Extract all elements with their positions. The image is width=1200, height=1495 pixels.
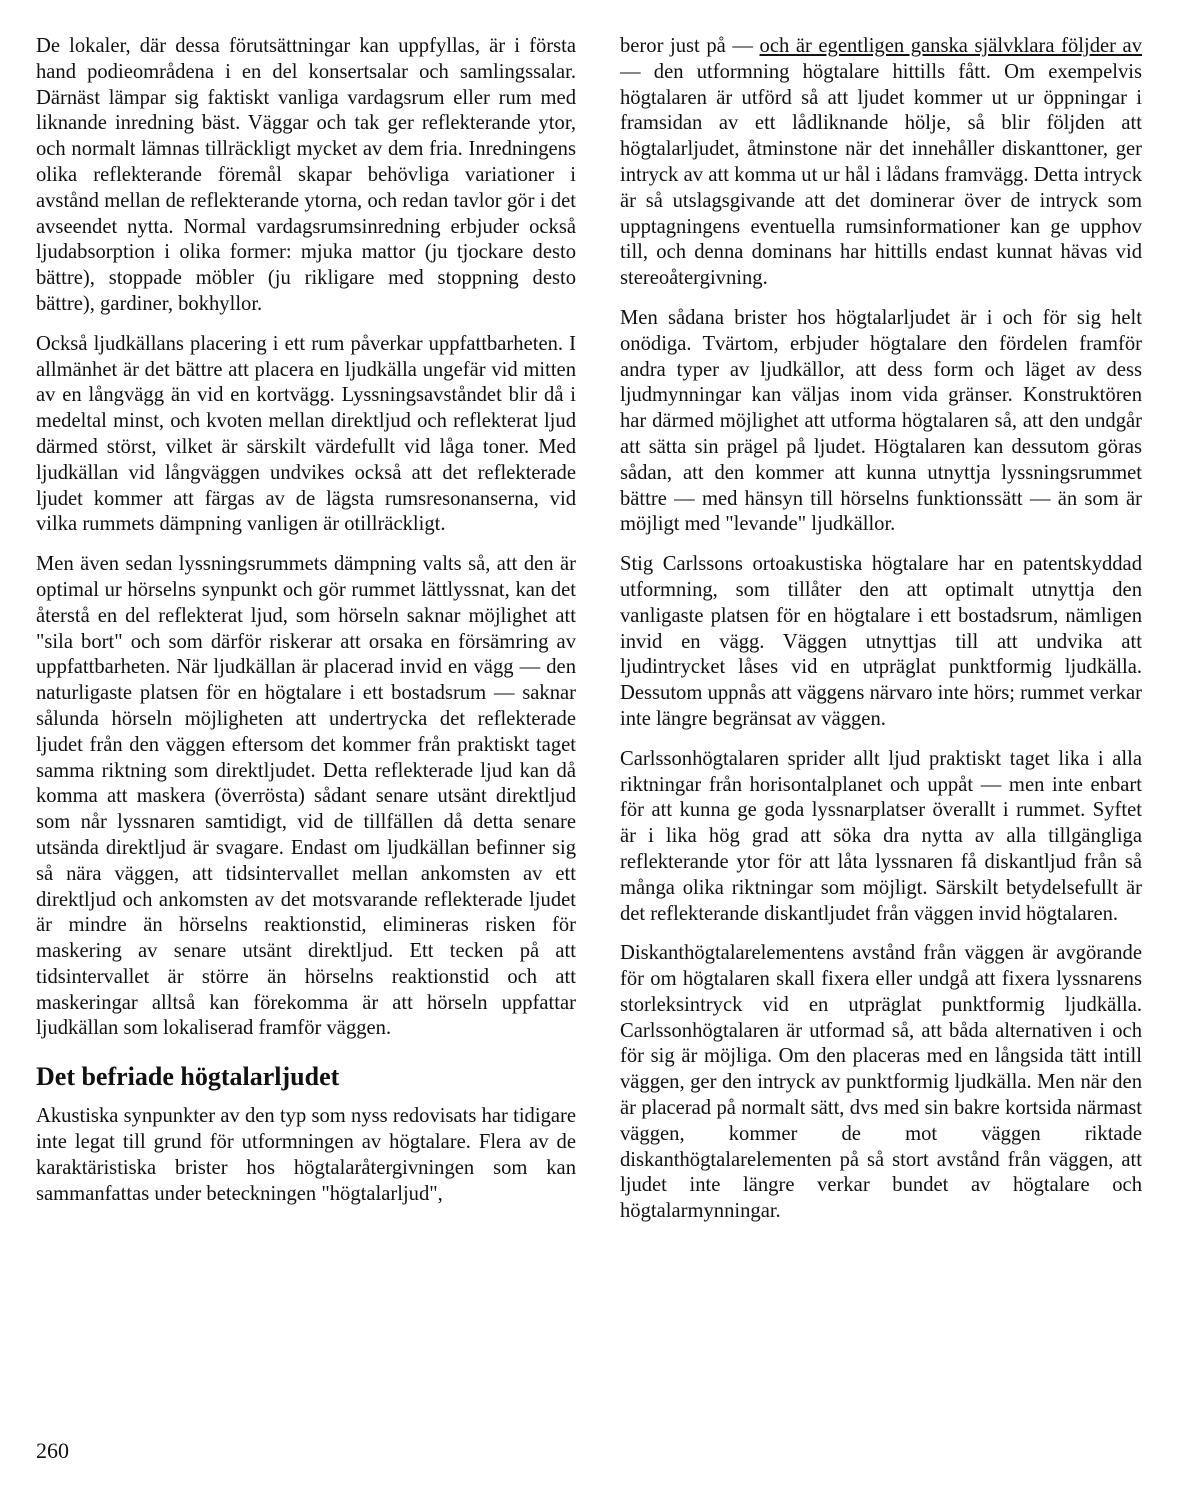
paragraph: Diskanthögtalarelementens avstånd från väggen är avgörande för om högtalaren skall fixera eller undgå att fixera lyssnarens storleksintryck vid en utpräglat punktformig ljudkälla. Carlssonhögtalaren är utformad så, att båda alternativen i och för sig är möjliga. Om den placeras med en långsida tätt intill väggen, ger den intryck av punktformig ljudkälla. Men när den är placerad på normalt sätt, dvs med sin bakre kortsida närmast väggen, kommer de mot väggen riktade diskanthögtalarelementen på så stort avstånd från väggen, att ljudet inte längre verkar bundet av högtalare och högtalarmynningar. [620, 942, 1142, 1223]
right-column [620, 34, 1142, 1239]
paragraph: Stig Carlssons ortoakustiska högtalare har en patentskyddad utformning, som tillåter den att optimalt utnyttja den vanligaste platsen för en högtalare i ett bostadsrum, nämligen invid en vägg. Väggen utnyttjas till att undvika att ljudintrycket låses vid en utpräglat punktformig ljudkälla. Dessutom uppnås att väggens närvaro inte hörs; rummet verkar inte längre begränsat av väggen. [620, 553, 1142, 730]
paragraph: De lokaler, där dessa förutsättningar kan uppfyllas, är i första hand podieområdena i en del konsertsalar och samlingssalar. Därnäst lämpar sig faktiskt vanliga vardagsrum eller rum med liknande inredning bäst. Väggar och tak ger reflekterande ytor, och normalt lämnas tillräckligt mycket av dem fria. Inredningens olika reflekterande föremål skapar behövliga variationer i avstånd mellan de reflekterande ytorna, och redan tavlor gör i det avseendet nytta. Normal vardagsrumsinredning erbjuder också ljudabsorption i olika former: mjuka mattor (ju tjockare desto bättre), stoppade möbler (ju rikligare med stoppning desto bättre), gardiner, bokhyllor. [36, 35, 576, 315]
paragraph: Men sådana brister hos högtalarljudet är i och för sig helt onödiga. Tvärtom, erbjuder högtalare den fördelen framför andra typer av ljudkällor, att dess form och läget av dess ljudmynningar kan väljas inom vida gränser. Konstruktören har därmed möjlighet att utforma högtalaren så, att den undgår att sätta sin prägel på ljudet. Högtalaren kan dessutom göras sådan, att den kommer att kunna utnyttja lyssningsrummet bättre — med hänsyn till hörselns funktionssätt — än som är möjligt med "levande" ljudkällor. [620, 306, 1142, 536]
left-column [36, 34, 576, 1221]
paragraph: Akustiska synpunkter av den typ som nyss redovisats har tidigare inte legat till grund för utformningen av högtalare. Flera av de karaktäristiska brister hos högtalaråtergivningen som kan sammanfattas under beteckningen "högtalarljud", [36, 1105, 576, 1205]
paragraph [620, 34, 1142, 292]
paragraph-text: beror just på — [620, 35, 760, 57]
paragraph: Också ljudkällans placering i ett rum påverkar uppfattbarheten. I allmänhet är det bättre att placera en ljudkälla ungefär vid mitten av en långvägg än vid en kortvägg. Lyssningsavståndet blir då i medeltal minst, och kvoten mellan direktljud och reflekterat ljud därmed störst, vilket är särskilt värdefullt vid låga toner. Med ljudkällan vid långväggen undvikes också att det reflekterade ljudet kommer att färgas av de lägsta rumsresonanserna, vid vilka rummets dämpning vanligen är otillräckligt. [36, 332, 576, 536]
underlined-text: och är egentligen ganska självklara följder av [759, 35, 1142, 57]
section-heading: Det befriade högtalarljudet [36, 1062, 340, 1092]
page-number: 260 [36, 1438, 69, 1463]
paragraph-text: — den utformning högtalare hittills fått. Om exempelvis högtalaren är utförd så att ljudet kommer ut ur öppningar i framsidan av ett lådliknande hölje, så blir följden att högtalarljudet, åtminstone när det innehåller diskanttoner, ger intryck av att komma ut ur hål i lådans framvägg. Detta intryck är så utslagsgivande att det dominerar över de intryck som upptagningens eventuella rumsinformationer kan ge upphov till, och denna dominans har hittills endast kunnat hävas vid stereoåtergivning. [620, 60, 1142, 290]
paragraph: Carlssonhögtalaren sprider allt ljud praktiskt taget lika i alla riktningar från horisontalplanet och uppåt — men inte enbart för att kunna ge goda lyssnarplatser överallt i rummet. Syftet är i lika hög grad att söka dra nytta av alla tillgängliga reflekterande ytor för att låta lyssnaren få diskantljud från så många olika riktningar som möjligt. Särskilt betydelsefullt är det reflekterande diskantljudet från väggen invid högtalaren. [620, 747, 1142, 925]
paragraph: Men även sedan lyssningsrummets dämpning valts så, att den är optimal ur hörselns synpunkt och gör rummet lättlyssnat, kan det återstå en del reflekterat ljud, som hörseln saknar möjlighet att "sila bort" och som därför riskerar att orsaka en försämring av uppfattbarheten. När ljudkällan är placerad invid en vägg — den naturligaste platsen för en högtalare i ett bostadsrum — saknar sålunda hörseln möjligheten att undertrycka det reflekterade ljudet från den väggen eftersom det kommer från praktiskt taget samma riktning som direktljudet. Detta reflekterade ljud kan då komma att maskera (överrösta) sådant senare utsänt direktljud som når lyssnaren samtidigt, vid de tillfällen då detta senare utsända direktljud är svagare. Endast om ljudkällan befinner sig så nära väggen, att tidsintervallet mellan ankomsten av ett direktljud och ankomsten av det motsvarande reflekterade ljudet är mindre än hörselns reaktionstid, elimineras risken för maskering av senare utsänt direktljud. Ett tecken på att tidsintervallet är större än hörselns reaktionstid och att maskeringar alltså kan förekomma är att hörseln uppfattar ljudkällan som lokaliserad framför väggen. [36, 553, 576, 1040]
